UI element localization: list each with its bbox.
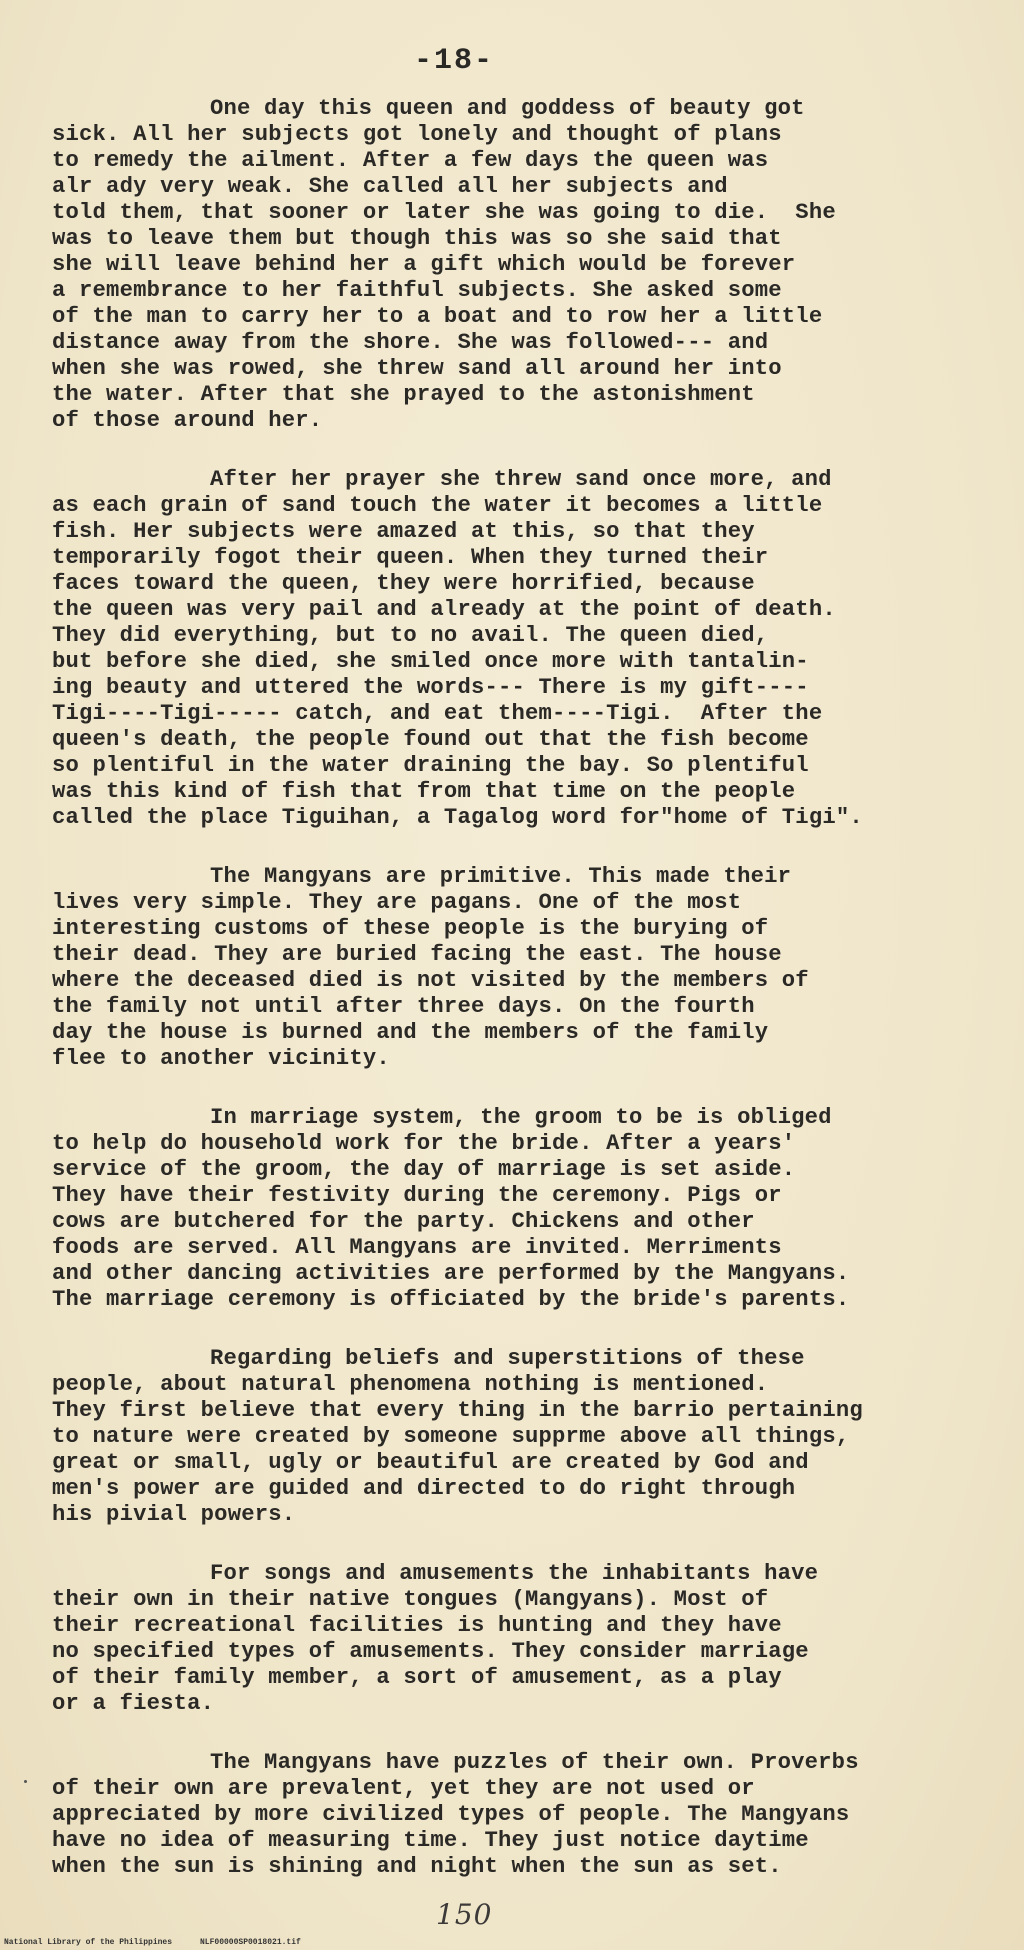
text-line: appreciated by more civilized types of people. The Mangyans <box>52 1802 850 1827</box>
text-line: faces toward the queen, they were horrified, because <box>52 571 755 596</box>
text-line: queen's death, the people found out that the fish become <box>52 727 809 752</box>
paragraph <box>52 1561 972 1717</box>
text-line: where the deceased died is not visited by the members of <box>52 968 809 993</box>
text-line: foods are served. All Mangyans are invited. Merriments <box>52 1235 782 1260</box>
footer-library-label: National Library of the Philippines <box>4 1938 173 1947</box>
text-line: so plentiful in the water draining the bay. So plentiful <box>52 753 809 778</box>
text-line: of their own are prevalent, yet they are not used or <box>52 1776 755 1801</box>
text-line: They first believe that every thing in the barrio pertaining <box>52 1398 863 1423</box>
text-line: interesting customs of these people is the burying of <box>52 916 769 941</box>
paragraph <box>52 96 972 434</box>
text-line: Regarding beliefs and superstitions of these <box>210 1346 805 1371</box>
text-line: sick. All her subjects got lonely and thought of plans <box>52 122 782 147</box>
text-line: and other dancing activities are performed by the Mangyans. <box>52 1261 850 1286</box>
text-line: of their family member, a sort of amusement, as a play <box>52 1665 782 1690</box>
text-line: to nature were created by someone supprme above all things, <box>52 1424 850 1449</box>
text-line: After her prayer she threw sand once more, and <box>210 467 832 492</box>
text-line: a remembrance to her faithful subjects. She asked some <box>52 278 782 303</box>
text-line: alr ady very weak. She called all her subjects and <box>52 174 728 199</box>
text-line: or a fiesta. <box>52 1691 215 1716</box>
paragraph <box>52 864 972 1072</box>
stray-ink-mark <box>24 1780 27 1783</box>
text-line: told them, that sooner or later she was going to die. She <box>52 200 836 225</box>
text-line: men's power are guided and directed to do right through <box>52 1476 796 1501</box>
text-line: flee to another vicinity. <box>52 1046 390 1071</box>
text-line: to remedy the ailment. After a few days the queen was <box>52 148 769 173</box>
text-line: called the place Tiguihan, a Tagalog word for"home of Tigi". <box>52 805 863 830</box>
text-line: cows are butchered for the party. Chickens and other <box>52 1209 755 1234</box>
text-line: the family not until after three days. On the fourth <box>52 994 755 1019</box>
folio-number: 150 <box>436 1898 493 1931</box>
text-line: to help do household work for the bride. After a years' <box>52 1131 796 1156</box>
text-line: was this kind of fish that from that time on the people <box>52 779 796 804</box>
paragraph <box>52 1346 972 1528</box>
text-line: the queen was very pail and already at the point of death. <box>52 597 836 622</box>
text-line: his pivial powers. <box>52 1502 296 1527</box>
text-line: temporarily fogot their queen. When they turned their <box>52 545 769 570</box>
text-line: the water. After that she prayed to the astonishment <box>52 382 755 407</box>
text-line: their dead. They are buried facing the east. The house <box>52 942 782 967</box>
text-line: of the man to carry her to a boat and to row her a little <box>52 304 823 329</box>
text-line: They have their festivity during the ceremony. Pigs or <box>52 1183 782 1208</box>
text-line: great or small, ugly or beautiful are created by God and <box>52 1450 809 1475</box>
text-line: One day this queen and goddess of beauty got <box>210 96 805 121</box>
text-line: their own in their native tongues (Mangyans). Most of <box>52 1587 769 1612</box>
text-line: she will leave behind her a gift which would be forever <box>52 252 796 277</box>
paragraph <box>52 467 972 831</box>
text-line: people, about natural phenomena nothing is mentioned. <box>52 1372 769 1397</box>
text-line: when she was rowed, she threw sand all around her into <box>52 356 782 381</box>
text-line: service of the groom, the day of marriage is set aside. <box>52 1157 796 1182</box>
paragraph <box>52 1105 972 1313</box>
document-body <box>52 96 972 1913</box>
text-line: have no idea of measuring time. They just notice daytime <box>52 1828 809 1853</box>
text-line: ing beauty and uttered the words--- There is my gift---- <box>52 675 809 700</box>
text-line: as each grain of sand touch the water it becomes a little <box>52 493 823 518</box>
text-line: Tigi----Tigi----- catch, and eat them----Tigi. After the <box>52 701 823 726</box>
text-line: They did everything, but to no avail. The queen died, <box>52 623 769 648</box>
text-line: their recreational facilities is hunting and they have <box>52 1613 782 1638</box>
text-line: The Mangyans have puzzles of their own. Proverbs <box>210 1750 859 1775</box>
text-line: day the house is burned and the members of the family <box>52 1020 769 1045</box>
page-number: -18- <box>414 44 495 78</box>
text-line: The Mangyans are primitive. This made their <box>210 864 792 889</box>
text-line: In marriage system, the groom to be is obliged <box>210 1105 832 1130</box>
paragraph <box>52 1750 972 1880</box>
text-line: of those around her. <box>52 408 323 433</box>
text-line: fish. Her subjects were amazed at this, so that they <box>52 519 755 544</box>
text-line: was to leave them but though this was so she said that <box>52 226 782 251</box>
text-line: lives very simple. They are pagans. One of the most <box>52 890 742 915</box>
text-line: The marriage ceremony is officiated by the bride's parents. <box>52 1287 850 1312</box>
footer-file-label: NLF00000SP0018021.tif <box>200 1938 301 1947</box>
text-line: distance away from the shore. She was followed--- and <box>52 330 769 355</box>
text-line: when the sun is shining and night when the sun as set. <box>52 1854 782 1879</box>
text-line: but before she died, she smiled once more with tantalin- <box>52 649 809 674</box>
text-line: no specified types of amusements. They consider marriage <box>52 1639 809 1664</box>
text-line: For songs and amusements the inhabitants have <box>210 1561 819 1586</box>
